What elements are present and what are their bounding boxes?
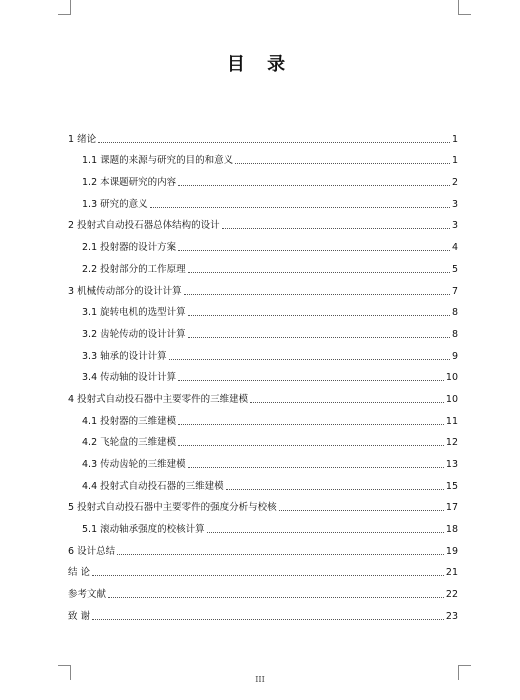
toc-entry-label: 1.3 研究的意义	[82, 198, 148, 210]
dot-leader	[184, 294, 450, 295]
dot-leader	[117, 554, 444, 555]
dot-leader	[169, 359, 450, 360]
dot-leader	[98, 142, 450, 143]
toc-entry-page: 11	[445, 415, 458, 427]
toc-entry-label: 3.4 传动轴的设计计算	[82, 372, 177, 384]
dot-leader	[108, 597, 444, 598]
toc-entry-label: 结 论	[68, 567, 91, 579]
toc-entry-label: 3.1 旋转电机的选型计算	[82, 307, 186, 319]
toc-entry[interactable]	[68, 428, 458, 450]
toc-entry-page: 19	[445, 545, 458, 557]
toc-entry[interactable]	[68, 146, 458, 168]
toc-entry[interactable]	[68, 254, 458, 276]
toc-entry[interactable]	[68, 319, 458, 341]
toc-entry-page: 2	[451, 177, 458, 189]
toc-entry-page: 21	[445, 567, 458, 579]
dot-leader	[92, 575, 444, 576]
toc-entry-page: 17	[445, 502, 458, 514]
toc-entry-page: 23	[445, 610, 458, 622]
toc-entry[interactable]	[68, 363, 458, 385]
toc-entry-page: 15	[445, 480, 458, 492]
toc-entry-label: 1 绪论	[68, 133, 97, 145]
toc-entry[interactable]	[68, 449, 458, 471]
toc-entry-label: 4.4 投射式自动投石器的三维建模	[82, 480, 224, 492]
page-title: 目 录	[226, 54, 294, 75]
dot-leader	[222, 228, 450, 229]
toc-entry-label: 4 投射式自动投石器中主要零件的三维建模	[68, 393, 249, 405]
toc-entry-page: 10	[445, 372, 458, 384]
toc-entry-label: 3.3 轴承的设计计算	[82, 350, 167, 362]
toc-entry[interactable]	[68, 384, 458, 406]
toc-entry-page: 1	[451, 133, 458, 145]
dot-leader	[178, 380, 444, 381]
dot-leader	[188, 272, 450, 273]
dot-leader	[150, 207, 450, 208]
toc-entry[interactable]	[68, 601, 458, 623]
toc-entry-label: 2.1 投射器的设计方案	[82, 242, 177, 254]
toc-entry-label: 3 机械传动部分的设计计算	[68, 285, 182, 297]
toc-entry-page: 13	[445, 459, 458, 470]
toc-entry[interactable]	[68, 471, 458, 493]
crop-mark-top-left	[58, 0, 71, 15]
toc-entry-page: 10	[445, 393, 458, 405]
toc-entry[interactable]	[68, 276, 458, 298]
toc-entry[interactable]	[68, 211, 458, 233]
dot-leader	[188, 315, 450, 316]
toc-entry-page: 8	[451, 307, 458, 319]
toc-entry-page: 8	[451, 328, 458, 340]
toc-entry[interactable]	[68, 579, 458, 601]
toc-entry-label: 参考文献	[68, 589, 107, 601]
toc-entry[interactable]	[68, 189, 458, 211]
toc-entry-label: 3.2 齿轮传动的设计计算	[82, 328, 186, 340]
toc-entry[interactable]	[68, 558, 458, 580]
page-number-footer: III	[255, 675, 265, 684]
dot-leader	[178, 424, 444, 425]
dot-leader	[188, 337, 450, 338]
toc-entry-page: 7	[451, 285, 458, 297]
toc-entry-label: 致 谢	[68, 610, 91, 622]
toc-entry-page: 18	[445, 524, 458, 536]
toc-entry-page: 5	[451, 263, 458, 275]
toc-entry[interactable]	[68, 514, 458, 536]
toc-entry-page: 4	[451, 242, 458, 254]
toc-entry-label: 4.1 投射器的三维建模	[82, 415, 177, 427]
dot-leader	[279, 510, 444, 511]
dot-leader	[178, 250, 450, 251]
toc-entry[interactable]	[68, 536, 458, 558]
dot-leader	[188, 467, 444, 468]
dot-leader	[235, 163, 450, 164]
toc-entry[interactable]	[68, 493, 458, 515]
table-of-contents	[68, 124, 458, 623]
dot-leader	[207, 532, 444, 533]
toc-entry[interactable]	[68, 341, 458, 363]
dot-leader	[250, 402, 444, 403]
crop-mark-top-right	[458, 0, 471, 15]
dot-leader	[92, 619, 444, 620]
toc-entry-page: 3	[451, 220, 458, 232]
toc-entry-label: 2 投射式自动投石器总体结构的设计	[68, 220, 220, 232]
toc-entry-label: 4.3 传动齿轮的三维建模	[82, 459, 186, 470]
toc-entry[interactable]	[68, 167, 458, 189]
toc-entry-page: 9	[451, 350, 458, 362]
toc-entry[interactable]	[68, 124, 458, 146]
toc-entry[interactable]	[68, 232, 458, 254]
toc-entry-page: 1	[451, 155, 458, 167]
toc-entry-label: 2.2 投射部分的工作原理	[82, 263, 186, 275]
dot-leader	[226, 489, 444, 490]
dot-leader	[178, 185, 450, 186]
toc-entry-label: 1.1 课题的来源与研究的目的和意义	[82, 155, 234, 167]
toc-entry-label: 1.2 本课题研究的内容	[82, 177, 177, 189]
toc-entry-page: 12	[445, 437, 458, 449]
toc-entry-label: 6 设计总结	[68, 545, 116, 557]
toc-entry[interactable]	[68, 298, 458, 320]
toc-entry-label: 5 投射式自动投石器中主要零件的强度分析与校核	[68, 502, 277, 514]
dot-leader	[178, 445, 444, 446]
toc-entry-page: 3	[451, 198, 458, 210]
toc-entry-label: 4.2 飞轮盘的三维建模	[82, 437, 177, 449]
toc-entry[interactable]	[68, 406, 458, 428]
toc-entry-label: 5.1 滚动轴承强度的校核计算	[82, 524, 205, 536]
toc-entry-page: 22	[445, 589, 458, 601]
